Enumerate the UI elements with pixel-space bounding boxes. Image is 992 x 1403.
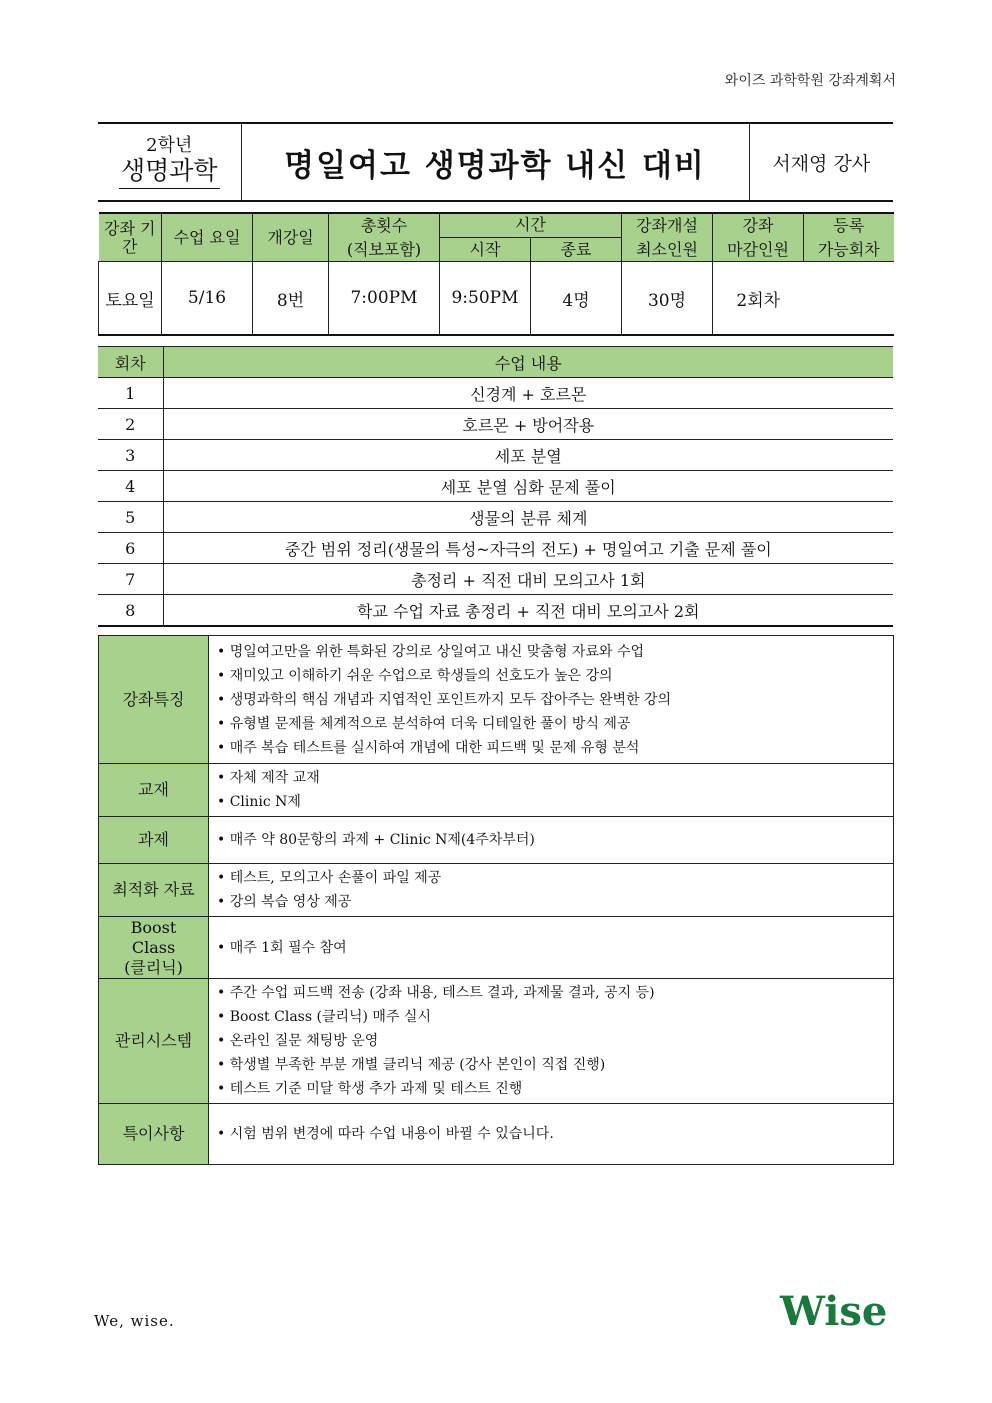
features-table xyxy=(98,635,894,1165)
table-row: 1 신경계 + 호르몬 xyxy=(98,378,893,409)
header-start-date: 개강일 xyxy=(253,213,329,262)
header-max-enrollment: 강좌 마감인원 xyxy=(713,213,804,262)
table-row: 8 학교 수업 자료 총정리 + 직전 대비 모의고사 2회 xyxy=(98,595,893,627)
textbook-label: 교재 xyxy=(99,764,209,817)
header-total: 총횟수 (직보포함) xyxy=(329,213,440,262)
textbook-list xyxy=(209,764,894,817)
table-row: 5 생물의 분류 체계 xyxy=(98,502,893,533)
boost-class-label: Boost Class (클리닉) xyxy=(99,917,209,979)
document-label: 와이즈 과학학원 강좌계획서 xyxy=(724,73,896,89)
boost-class-list xyxy=(209,917,894,979)
curriculum-table xyxy=(98,346,893,627)
notes-list xyxy=(209,1104,894,1165)
wise-logo-icon xyxy=(778,1287,898,1333)
management-label: 관리시스템 xyxy=(99,979,209,1104)
textbook-row xyxy=(99,764,894,817)
value-total: 8번 xyxy=(253,262,329,335)
period-label: 강좌 기간 xyxy=(99,213,162,262)
table-row: 6 중간 범위 정리(생물의 특성~자극의 전도) + 명일여고 기출 문제 풀이 xyxy=(98,533,893,564)
materials-list xyxy=(209,864,894,917)
notes-label: 특이사항 xyxy=(99,1104,209,1165)
grade-subject-cell xyxy=(98,123,241,201)
list-item: • 매주 1회 필수 참여 xyxy=(217,936,893,960)
list-item: • 명일여고만을 위한 특화된 강의로 상일여고 내신 맞춤형 자료와 수업 xyxy=(217,640,893,664)
course-features-row xyxy=(99,636,894,764)
value-max-enrollment: 30명 xyxy=(622,262,713,335)
header-registration: 등록 가능회차 xyxy=(804,213,894,262)
value-start-date: 5/16 xyxy=(162,262,253,335)
list-item: • 매주 복습 테스트를 실시하여 개념에 대한 피드백 및 문제 유형 분석 xyxy=(217,736,893,760)
management-list xyxy=(209,979,894,1104)
grade-label: 2학년 xyxy=(146,134,193,156)
subject-label: 생명과학 xyxy=(119,156,220,189)
list-item: • Boost Class (클리닉) 매주 실시 xyxy=(217,1005,893,1029)
logo-text: Wise xyxy=(780,1288,888,1333)
header-end-time: 종료 xyxy=(531,237,622,261)
list-item: • 학생별 부족한 부분 개별 클리닉 제공 (강사 본인이 직접 진행) xyxy=(217,1053,893,1077)
list-item: • 유형별 문제를 체계적으로 분석하여 더욱 디테일한 풀이 방식 제공 xyxy=(217,712,893,736)
value-end-time: 9:50PM xyxy=(440,262,531,335)
boost-class-row xyxy=(99,917,894,979)
schedule-table xyxy=(98,212,894,336)
header-day: 수업 요일 xyxy=(162,213,253,262)
table-row: 2 호르몬 + 방어작용 xyxy=(98,409,893,440)
table-row: 7 총정리 + 직전 대비 모의고사 1회 xyxy=(98,564,893,595)
materials-label: 최적화 자료 xyxy=(99,864,209,917)
list-item: • 매주 약 80문항의 과제 + Clinic N제(4주차부터) xyxy=(217,828,893,852)
header-min-enrollment: 강좌개설 최소인원 xyxy=(622,213,713,262)
list-item: • Clinic N제 xyxy=(217,790,893,814)
course-title: 명일여고 생명과학 내신 대비 xyxy=(241,123,749,201)
footer-slogan: We, wise. xyxy=(94,1312,175,1330)
notes-row xyxy=(99,1104,894,1165)
instructor-name: 서재영 강사 xyxy=(772,152,871,175)
homework-list xyxy=(209,817,894,864)
value-day: 토요일 xyxy=(99,262,162,335)
header-content: 수업 내용 xyxy=(163,347,893,378)
course-features-label: 강좌특징 xyxy=(99,636,209,764)
list-item: • 재미있고 이해하기 쉬운 수업으로 학생들의 선호도가 높은 강의 xyxy=(217,664,893,688)
homework-row xyxy=(99,817,894,864)
list-item: • 시험 범위 변경에 따라 수업 내용이 바뀔 수 있습니다. xyxy=(217,1122,893,1146)
value-start-time: 7:00PM xyxy=(329,262,440,335)
value-registration: 2회차 xyxy=(713,262,804,335)
course-features-list xyxy=(209,636,894,764)
list-item: • 강의 복습 영상 제공 xyxy=(217,890,893,914)
header-session: 회차 xyxy=(98,347,163,378)
list-item: • 온라인 질문 채팅방 운영 xyxy=(217,1029,893,1053)
materials-row xyxy=(99,864,894,917)
course-header xyxy=(98,122,893,202)
homework-label: 과제 xyxy=(99,817,209,864)
list-item: • 테스트, 모의고사 손풀이 파일 제공 xyxy=(217,866,893,890)
management-row xyxy=(99,979,894,1104)
value-min-enrollment: 4명 xyxy=(531,262,622,335)
table-row: 4 세포 분열 심화 문제 풀이 xyxy=(98,471,893,502)
table-row: 3 세포 분열 xyxy=(98,440,893,471)
list-item: • 생명과학의 핵심 개념과 지엽적인 포인트까지 모두 잡아주는 완벽한 강의 xyxy=(217,688,893,712)
list-item: • 주간 수업 피드백 전송 (강좌 내용, 테스트 결과, 과제물 결과, 공지 등) xyxy=(217,981,893,1005)
header-start-time: 시작 xyxy=(440,237,531,261)
list-item: • 자체 제작 교재 xyxy=(217,766,893,790)
header-time: 시간 xyxy=(440,213,622,237)
list-item: • 테스트 기준 미달 학생 추가 과제 및 테스트 진행 xyxy=(217,1077,893,1101)
